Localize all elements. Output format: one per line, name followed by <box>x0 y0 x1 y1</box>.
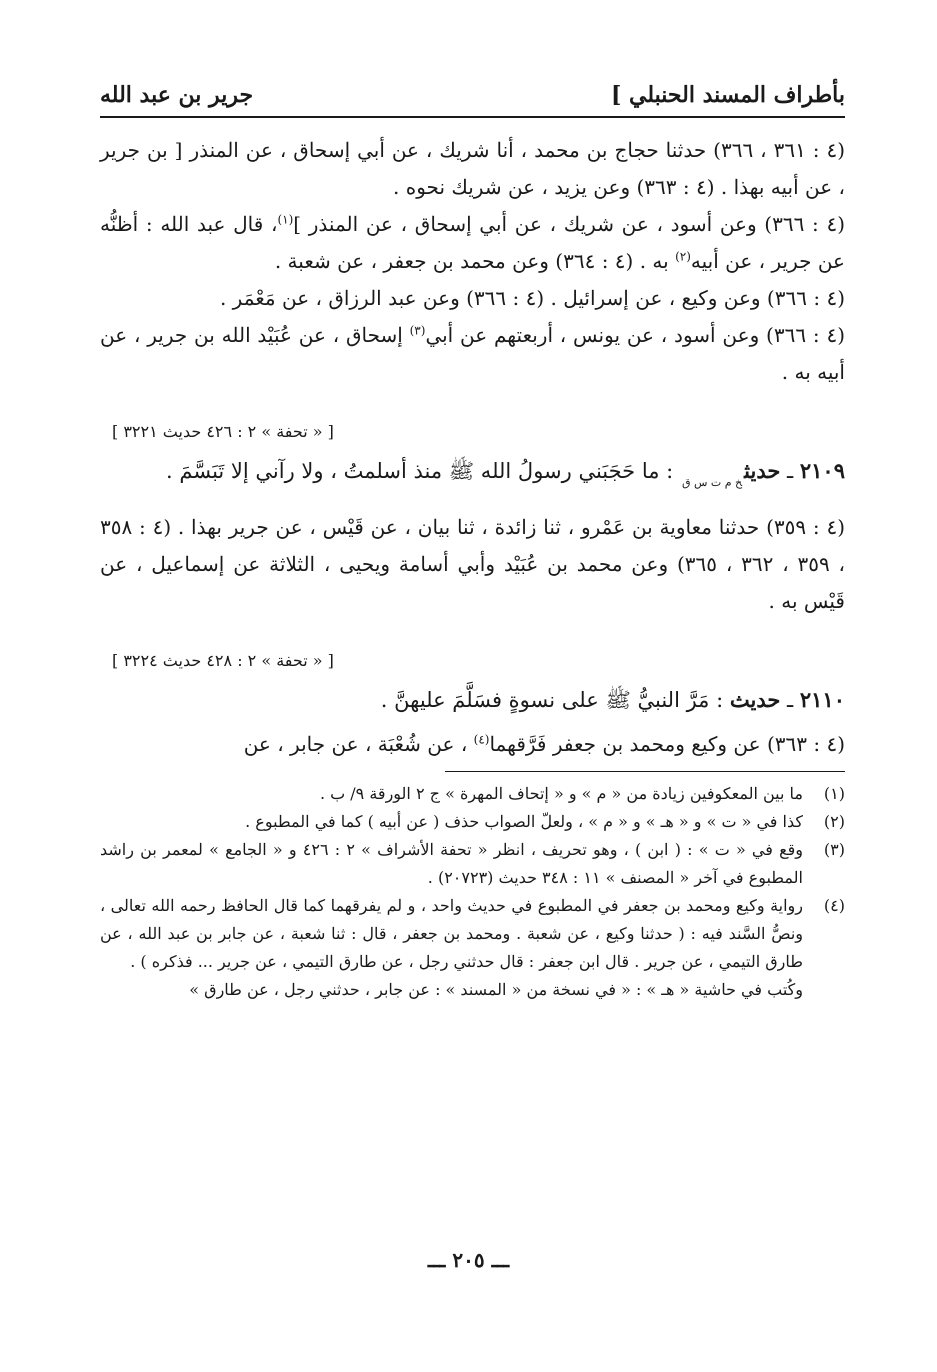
isnad-paragraph-3 <box>100 280 845 317</box>
footnote-number: (٤) <box>823 896 845 915</box>
tuhfa-reference-2: [ « تحفة » ٢ : ٤٢٨ حديث ٣٢٢٤ ] <box>112 651 334 670</box>
hadith-dash: ـ <box>787 688 794 712</box>
tuhfa-reference-1: [ « تحفة » ٢ : ٤٢٦ حديث ٣٢٢١ ] <box>112 422 334 441</box>
footnote-number: (٢) <box>823 812 845 831</box>
page-body <box>100 80 845 1004</box>
main-text <box>100 132 845 763</box>
isnad-paragraph-5: (٤ : ٣٥٩) حدثنا معاوية بن عَمْرو ، ثنا زائدة ، ثنا بيان ، عن قَيْس ، عن جرير بهذا . (٤ : ٣٥٨ ، ٣٥٩ ، ٣٦٢ ، ٣٦٥) وعن محمد بن عُبَيْد وأبي أسامة ويحيى ، الثلاثة عن إسماعيل ، عن قَيْس به . <box>100 515 846 613</box>
isnad-line: إسحاق ، عن عُبَيْد الله بن جرير ، عن أبيه به . <box>100 323 845 384</box>
isnad-line: (٤ : ٣٦٣) عن وكيع ومحمد بن جعفر فَرَّقهما <box>489 732 845 756</box>
footnote-4 <box>100 892 845 976</box>
isnad-paragraph-2 <box>100 206 845 280</box>
footnote-separator <box>445 771 845 772</box>
isnad-line: ، قال عبد الله : أظنُّه عن جرير ، عن أبيه <box>100 212 845 273</box>
footnote-text: وقع في « ت » : ( ابن ) ، وهو تحريف ، انظر « تحفة الأشراف » ٢ : ٤٢٦ و « الجامع » لمعمر بن راشد المطبوع في آخر « المصنف » ١١ : ٣٤٨ حديث (٢٠٧٢٣) . <box>100 840 803 887</box>
page-number: ـــ ٢٠٥ ـــ <box>427 1248 510 1272</box>
header-book-title: بأطراف المسند الحنبلي ] <box>610 82 845 108</box>
hadith-matn: : مَرَّ النبيُّ ﷺ على نسوةٍ فسَلَّمَ عليهنَّ . <box>380 688 724 712</box>
footnote-number: (١) <box>823 784 845 803</box>
footnote-ref-1[interactable]: (١) <box>277 212 294 227</box>
footnote-2 <box>100 808 845 836</box>
isnad-line: (٤ : ٣٦٦) وعن وكيع ، عن إسرائيل . (٤ : ٣٦٦) وعن عبد الرزاق ، عن مَعْمَر . <box>219 286 845 310</box>
hadith-2109-heading <box>100 451 845 503</box>
isnad-paragraph-1 <box>100 132 845 206</box>
header-chapter-title: جرير بن عبد الله <box>100 82 254 108</box>
footnote-3 <box>100 836 845 892</box>
footnote-ref-3[interactable]: (٣) <box>409 323 426 338</box>
footnote-ref-2[interactable]: (٢) <box>675 249 691 264</box>
running-header <box>100 80 845 118</box>
footnote-text: ما بين المعكوفين زيادة من « م » و « إتحاف المهرة » ج ٢ الورقة ٩/ ب . <box>319 784 803 803</box>
hadith-number: ٢١٠٩ <box>799 458 845 483</box>
isnad-line: (٤ : ٣٦٦) وعن أسود ، عن شريك ، عن أبي إسحاق ، عن المنذر ] <box>293 212 846 236</box>
hadith-2110-heading <box>100 680 845 720</box>
footnote-text: كذا في « ت » و « هـ » و « م » ، ولعلّ الصواب حذف ( عن أبيه ) كما في المطبوع . <box>245 812 803 831</box>
hadith-label: حديث <box>744 458 781 483</box>
hadith-label: حديث <box>729 687 781 712</box>
isnad-line: (٤ : ٣٦٦) وعن أسود ، عن يونس ، أربعتهم عن أبي <box>425 323 845 347</box>
footnote-ref-4[interactable]: (٤) <box>473 732 490 747</box>
isnad-line: (٤ : ٣٦١ ، ٣٦٦) حدثنا حجاج بن محمد ، أنا شريك ، عن أبي إسحاق ، عن المنذر [ بن جرير ، عن أبيه بهذا . (٤ : ٣٦٣) وعن يزيد ، عن شريك نحوه . <box>100 138 846 199</box>
hadith-sigla: خ م ت س ق <box>681 476 743 489</box>
hadith-matn: : ما حَجَبَني رسولُ الله ﷺ منذ أسلمتُ ، ولا رآني إلا تَبَسَّمَ . <box>166 459 674 483</box>
isnad-line: به . (٤ : ٣٦٤) وعن محمد بن جعفر ، عن شعبة . <box>274 249 676 273</box>
isnad-paragraph-4 <box>100 317 845 391</box>
footnotes <box>100 780 845 1004</box>
footnote-continuation: وكُتب في حاشية « هـ » : « في نسخة من « المسند » : عن جابر ، حدثني رجل ، عن طارق » <box>189 980 803 999</box>
footnote-1 <box>100 780 845 808</box>
isnad-line: ، عن شُعْبَة ، عن جابر ، عن <box>243 732 474 756</box>
footnote-number: (٣) <box>823 840 845 859</box>
hadith-dash: ـ <box>787 459 794 483</box>
footnote-text: رواية وكيع ومحمد بن جعفر في المطبوع في حديث واحد ، و لم يفرقهما كما قال الحافظ رحمه الله تعالى ، ونصُّ السَّند فيه : ( حدثنا وكيع ، عن شعبة . ومحمد بن جعفر ، قال : ثنا شعبة ، عن جابر بن عبد الله ، عن طارق التيمي ، عن جرير . قال ابن جعفر : قال حدثني رجل ، عن طارق التيمي ، عن جرير ... فذكره ) . <box>100 896 803 971</box>
hadith-number: ٢١١٠ <box>799 687 845 712</box>
isnad-paragraph-6 <box>100 726 845 763</box>
